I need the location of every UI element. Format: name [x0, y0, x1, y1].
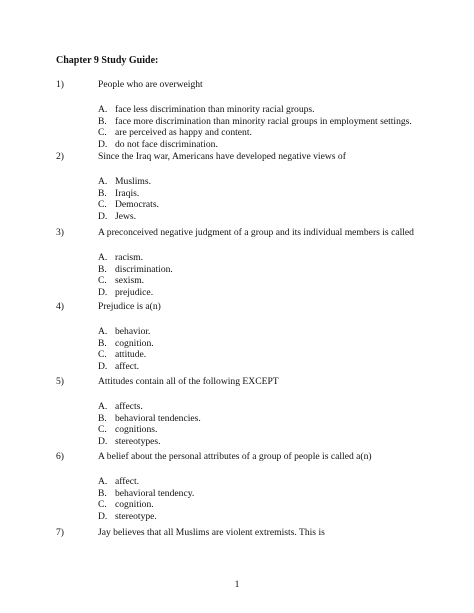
answer-option: [56, 139, 466, 151]
option-text: face less discrimination than minority racial groups.: [115, 104, 315, 115]
option-letter: A.: [98, 252, 108, 263]
answer-option: [56, 349, 466, 361]
option-letter: A.: [98, 476, 108, 487]
question-3: [56, 227, 466, 298]
question-1: [56, 79, 466, 150]
option-text: do not face discrimination.: [115, 138, 218, 150]
option-letter: B.: [98, 187, 107, 199]
option-text: stereotypes.: [115, 435, 161, 447]
answer-options: [56, 252, 466, 298]
option-letter: B.: [98, 263, 107, 275]
answer-option: [56, 211, 466, 223]
question-5: [56, 376, 466, 447]
answer-option: [56, 287, 466, 299]
question-text: Prejudice is a(n): [98, 301, 161, 312]
answer-option: [56, 401, 466, 413]
option-text: Democrats.: [115, 199, 159, 210]
page-number: 1: [234, 579, 240, 590]
answer-options: [56, 476, 466, 522]
option-letter: A.: [98, 326, 108, 337]
question-text: Jay believes that all Muslims are violent extremists. This is: [98, 527, 325, 538]
question-2: [56, 151, 466, 222]
option-letter: A.: [98, 401, 108, 412]
answer-option: [56, 104, 466, 116]
question-text: Since the Iraq war, Americans have developed negative views of: [98, 151, 346, 162]
option-text: face more discrimination than minority racial groups in employment settings.: [115, 115, 412, 127]
answer-option: [56, 436, 466, 448]
question-text: A belief about the personal attributes of a group of people is called a(n): [98, 451, 372, 462]
option-letter: D.: [98, 360, 108, 372]
option-text: Iraqis.: [115, 187, 140, 199]
answer-option: [56, 199, 466, 211]
option-text: cognition.: [115, 499, 154, 510]
option-text: affect.: [115, 360, 140, 372]
option-letter: B.: [98, 487, 107, 499]
option-letter: C.: [98, 499, 107, 510]
answer-option: [56, 176, 466, 188]
question-number: 6): [56, 451, 64, 462]
option-letter: D.: [98, 138, 108, 150]
question-number: 1): [56, 79, 64, 90]
option-text: behavioral tendencies.: [115, 412, 201, 424]
page-title: Chapter 9 Study Guide:: [56, 55, 159, 66]
option-text: attitude.: [115, 349, 147, 360]
option-text: Jews.: [115, 210, 137, 222]
option-letter: C.: [98, 349, 107, 360]
option-text: discrimination.: [115, 263, 173, 275]
option-letter: B.: [98, 115, 107, 127]
answer-options: [56, 326, 466, 372]
option-letter: D.: [98, 435, 108, 447]
option-letter: B.: [98, 337, 107, 349]
option-letter: A.: [98, 104, 108, 115]
answer-options: [56, 401, 466, 447]
option-letter: D.: [98, 286, 108, 298]
question-6: [56, 451, 466, 522]
question-text: Attitudes contain all of the following EXCEPT: [98, 376, 279, 387]
option-text: are perceived as happy and content.: [115, 127, 252, 138]
option-letter: D.: [98, 510, 108, 522]
option-text: cognition.: [115, 337, 154, 349]
option-letter: C.: [98, 127, 107, 138]
answer-option: [56, 264, 466, 276]
answer-option: [56, 476, 466, 488]
answer-option: [56, 488, 466, 500]
option-letter: D.: [98, 210, 108, 222]
answer-options: [56, 176, 466, 222]
question-number: 5): [56, 376, 64, 387]
answer-option: [56, 116, 466, 128]
answer-option: [56, 499, 466, 511]
answer-option: [56, 275, 466, 287]
option-text: sexism.: [115, 275, 145, 286]
question-4: [56, 301, 466, 372]
answer-option: [56, 188, 466, 200]
option-text: stereotype.: [115, 510, 157, 522]
option-letter: C.: [98, 275, 107, 286]
option-text: affects.: [115, 401, 143, 412]
option-letter: C.: [98, 199, 107, 210]
question-number: 2): [56, 151, 64, 162]
answer-option: [56, 338, 466, 350]
question-number: 7): [56, 527, 64, 538]
option-text: prejudice.: [115, 286, 154, 298]
question-7: [56, 527, 466, 539]
answer-option: [56, 424, 466, 436]
answer-option: [56, 326, 466, 338]
question-text: A preconceived negative judgment of a group and its individual members is called: [98, 227, 414, 238]
option-letter: B.: [98, 412, 107, 424]
question-text: People who are overweight: [98, 79, 203, 90]
question-number: 4): [56, 301, 64, 312]
answer-options: [56, 104, 466, 150]
option-text: racism.: [115, 252, 143, 263]
option-text: behavioral tendency.: [115, 487, 195, 499]
answer-option: [56, 252, 466, 264]
answer-option: [56, 361, 466, 373]
option-text: behavior.: [115, 326, 151, 337]
option-text: cognitions.: [115, 424, 158, 435]
option-letter: C.: [98, 424, 107, 435]
option-letter: A.: [98, 176, 108, 187]
answer-option: [56, 413, 466, 425]
option-text: Muslims.: [115, 176, 151, 187]
answer-option: [56, 511, 466, 523]
option-text: affect.: [115, 476, 140, 487]
answer-option: [56, 127, 466, 139]
question-number: 3): [56, 227, 64, 238]
